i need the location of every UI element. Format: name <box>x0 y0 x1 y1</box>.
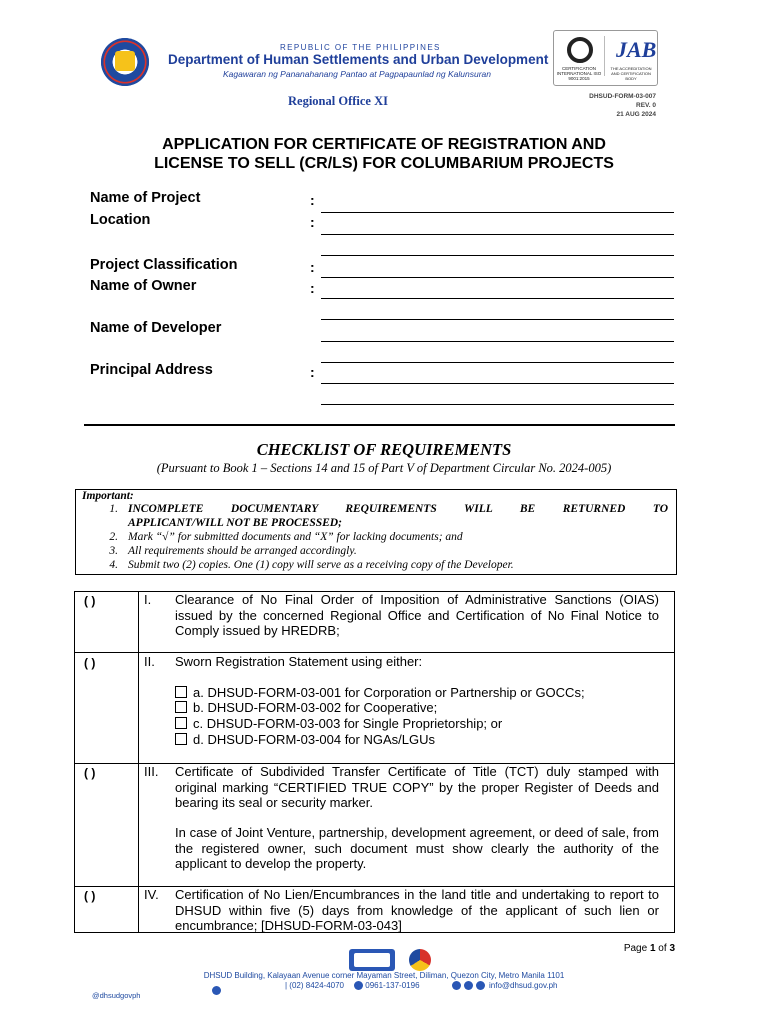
youtube-icon <box>476 981 485 990</box>
footer-social-handle[interactable]: @dhsudgovph <box>92 991 141 1000</box>
page-total: 3 <box>669 943 675 954</box>
requirement-checkmark-slot[interactable]: ( ) <box>84 766 96 780</box>
form-date: 21 AUG 2024 <box>616 111 656 118</box>
address-field[interactable] <box>321 383 674 384</box>
footer-mobile: 0961-137-0196 <box>365 981 420 990</box>
footer-contacts <box>285 981 557 990</box>
requirement-text: Sworn Registration Statement using either: <box>175 654 423 669</box>
colon: : <box>310 364 315 380</box>
form-number: DHSUD-FORM-03-007 <box>589 93 656 100</box>
mobile-icon <box>354 981 363 990</box>
footer-email[interactable]: info@dhsud.gov.ph <box>489 981 558 990</box>
label-principal-address: Principal Address <box>90 362 213 378</box>
regional-office: Regional Office XI <box>288 94 388 108</box>
developer-field-line-2[interactable] <box>321 362 674 363</box>
page-prefix: Page <box>623 943 650 954</box>
item-text: Mark “√” for submitted documents and “X” for lacking documents; and <box>128 531 463 543</box>
document-title <box>0 135 768 173</box>
bagong-pilipinas-logo-inner <box>354 953 390 967</box>
facebook-icon <box>452 981 461 990</box>
requirement-checkmark-slot[interactable]: ( ) <box>84 889 96 903</box>
option-checkbox[interactable] <box>175 701 187 713</box>
requirement-number: IV. <box>144 887 159 902</box>
colon: : <box>310 280 315 296</box>
option-checkbox-row <box>175 716 502 732</box>
option-checkbox-row <box>175 685 585 701</box>
footer-phone: | (02) 8424-4070 <box>285 981 345 990</box>
item-number: 1. <box>109 503 118 515</box>
option-label: d. DHSUD-FORM-03-004 for NGAs/LGUs <box>193 732 435 747</box>
footer-address: DHSUD Building, Kalayaan Avenue corner Mayaman Street, Diliman, Quezon City, Metro Manila 1101 <box>203 971 565 980</box>
jab-certification-text: THE ACCREDITATION AND CERTIFICATION BODY <box>610 66 652 81</box>
option-checkbox[interactable] <box>175 686 187 698</box>
requirement-checkmark-slot[interactable]: ( ) <box>84 594 96 608</box>
colon: : <box>310 214 315 230</box>
requirement-checkmark-slot[interactable]: ( ) <box>84 656 96 670</box>
project-name-field[interactable] <box>321 212 674 213</box>
colon: : <box>310 192 315 208</box>
owner-field-line-2[interactable] <box>321 319 674 320</box>
item-text: All requirements should be arranged accordingly. <box>128 545 357 557</box>
item-number: 3. <box>109 545 118 557</box>
label-owner: Name of Owner <box>90 278 197 294</box>
seal-house-emblem <box>115 51 135 71</box>
partner-logo <box>409 949 431 971</box>
form-revision: REV. 0 <box>636 102 656 109</box>
page-of: of <box>655 943 670 954</box>
option-checkbox-row <box>175 700 437 716</box>
requirements-table <box>74 591 675 933</box>
item-text: INCOMPLETE DOCUMENTARY REQUIREMENTS WILL BE RETURNED TO <box>128 503 668 515</box>
developer-field[interactable] <box>321 341 674 342</box>
checklist-title: CHECKLIST OF REQUIREMENTS <box>256 440 512 459</box>
instagram-icon <box>464 981 473 990</box>
table-row-divider <box>74 652 675 653</box>
owner-field[interactable] <box>321 298 674 299</box>
header-filipino-name: Kagawaran ng Pananahanang Pantao at Pagpapaunlad ng Kalunsuran <box>223 69 491 79</box>
certification-divider <box>604 36 605 76</box>
requirement-text-note: In case of Joint Venture, partnership, development agreement, or deed of sale, from the registered owner, such document must show clearly the authority of the applicant to develop the property. <box>175 825 659 872</box>
classification-field[interactable] <box>321 277 674 278</box>
iso-certification-logo <box>567 37 593 63</box>
iso-certification-text: CERTIFICATION INTERNATIONAL ISO 9001:2015 <box>556 66 602 81</box>
option-checkbox[interactable] <box>175 733 187 745</box>
form-number-block <box>589 92 656 119</box>
important-notes-box <box>75 489 677 575</box>
section-divider <box>84 424 675 426</box>
option-label: b. DHSUD-FORM-03-002 for Cooperative; <box>193 700 438 715</box>
option-checkbox[interactable] <box>175 717 187 729</box>
title-line-2: LICENSE TO SELL (CR/LS) FOR COLUMBARIUM PROJECTS <box>154 155 614 172</box>
label-project-classification: Project Classification <box>90 257 238 273</box>
requirement-number: I. <box>144 592 152 607</box>
item-text: Submit two (2) copies. One (1) copy will serve as a receiving copy of the Developer. <box>128 559 514 571</box>
option-label: c. DHSUD-FORM-03-003 for Single Proprietorship; or <box>193 716 503 731</box>
page-number <box>624 943 675 954</box>
item-number: 2. <box>109 531 118 543</box>
item-number: 4. <box>109 559 118 571</box>
label-location: Location <box>90 212 151 228</box>
header-republic: REPUBLIC OF THE PHILIPPINES <box>280 43 441 52</box>
requirement-text: Clearance of No Final Order of Imposition of Administrative Sanctions (OIAS) issued by the concerned Regional Office and Certification of No Final Notice to Comply issued by HREDRB; <box>175 592 659 639</box>
address-field-line-2[interactable] <box>321 404 674 405</box>
label-developer: Name of Developer <box>90 320 222 336</box>
location-field-line-2[interactable] <box>321 255 674 256</box>
requirement-text: Certificate of Subdivided Transfer Certificate of Title (TCT) duly stamped with original marking “CERTIFIED TRUE COPY” by the proper Register of Deeds and bearing its seal or security marker. <box>175 764 659 811</box>
title-line-1: APPLICATION FOR CERTIFICATE OF REGISTRATION AND <box>162 136 606 153</box>
header-department: Department of Human Settlements and Urban Development <box>168 52 549 67</box>
checklist-subtitle: (Pursuant to Book 1 – Sections 14 and 15 of Part V of Department Circular No. 2024-005) <box>156 461 612 475</box>
requirement-number: II. <box>144 654 155 669</box>
item-text-continued: APPLICANT/WILL NOT BE PROCESSED; <box>128 517 342 529</box>
colon: : <box>310 259 315 275</box>
requirement-number: III. <box>144 764 159 779</box>
location-field[interactable] <box>321 234 674 235</box>
requirement-text: Certification of No Lien/Encumbrances in the land title and undertaking to report to DHSUD within five (5) days from knowledge of the applicant of such lien or encumbrance; [DHSUD-FORM-03-043] <box>175 887 659 934</box>
option-label: a. DHSUD-FORM-03-001 for Corporation or Partnership or GOCCs; <box>193 685 585 700</box>
important-heading: Important: <box>82 490 134 502</box>
jab-logo: JAB <box>616 37 657 62</box>
table-column-divider <box>138 591 139 933</box>
page-current: 1 <box>649 943 656 954</box>
phone-icon <box>212 986 221 995</box>
label-project-name: Name of Project <box>90 190 201 206</box>
option-checkbox-row <box>175 732 435 748</box>
